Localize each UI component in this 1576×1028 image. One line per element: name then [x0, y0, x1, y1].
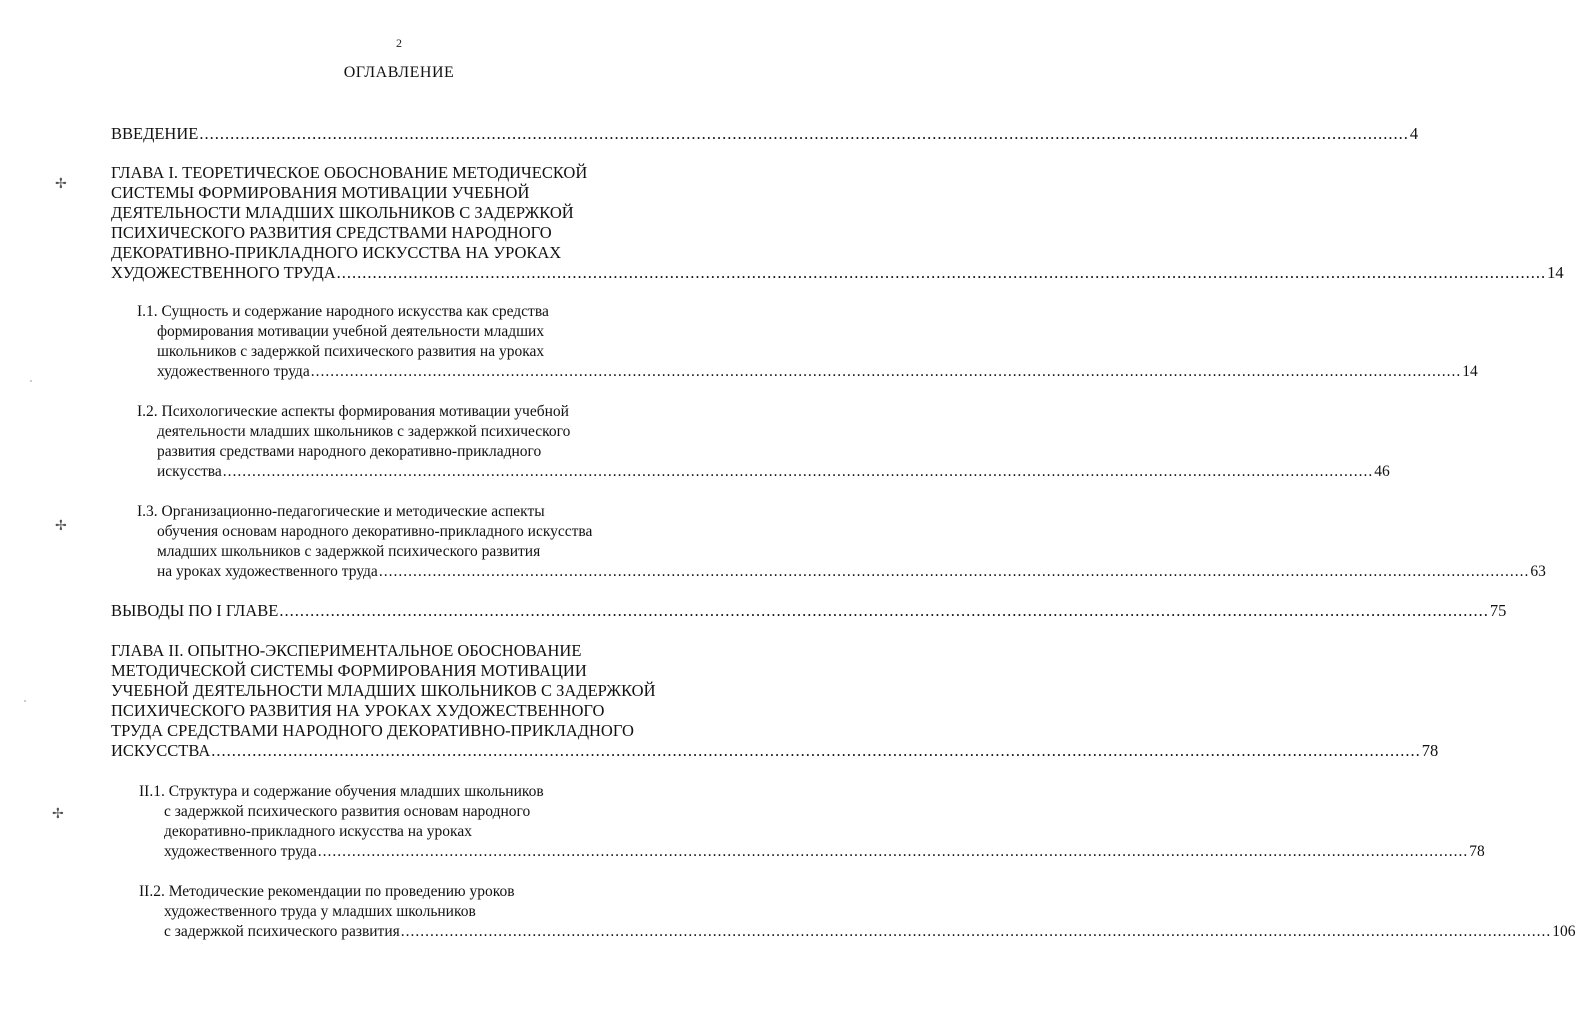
toc-leader: ............................................................................................................................................................................................................................................: [222, 463, 1374, 480]
toc-entry-line: школьников с задержкой психического развития на уроках: [157, 343, 545, 360]
toc-entry-section-1-3[interactable]: [137, 502, 1546, 582]
toc-leader: ............................................................................................................................................................................................................................................: [336, 263, 1547, 282]
toc-entry-line: I.1. Сущность и содержание народного искусства как средства: [137, 303, 549, 320]
toc-entry-label: ВВЕДЕНИЕ: [111, 124, 199, 143]
toc-entry-chapter-2[interactable]: [111, 641, 1439, 761]
toc-page-number: 14: [1547, 263, 1564, 282]
toc-page-number: 78: [1469, 843, 1485, 860]
toc-entry-line: младших школьников с задержкой психического развития: [157, 543, 541, 560]
toc-entry-line: II.1. Структура и содержание обучения младших школьников: [139, 783, 544, 800]
page-number: 2: [396, 36, 402, 50]
toc-page-number: 4: [1409, 124, 1419, 143]
toc-page-number: 63: [1530, 563, 1546, 580]
toc-entry-line: ПСИХИЧЕСКОГО РАЗВИТИЯ СРЕДСТВАМИ НАРОДНОГО: [111, 223, 552, 242]
toc-entry-line: ДЕКОРАТИВНО-ПРИКЛАДНОГО ИСКУССТВА НА УРОКАХ: [111, 243, 562, 262]
toc-leader: ............................................................................................................................................................................................................................................: [279, 601, 1489, 620]
scan-speck: [30, 380, 32, 382]
toc-leader: ............................................................................................................................................................................................................................................: [378, 563, 1530, 580]
toc-entry-line: обучения основам народного декоративно-прикладного искусства: [157, 523, 593, 540]
toc-entry-section-1-1[interactable]: [137, 302, 1478, 382]
toc-entry-line: ГЛАВА II. ОПЫТНО-ЭКСПЕРИМЕНТАЛЬНОЕ ОБОСНОВАНИЕ: [111, 641, 582, 660]
scan-mark-icon: ✢: [52, 807, 64, 822]
toc-leader: ............................................................................................................................................................................................................................................: [317, 843, 1469, 860]
toc-entry-label: художественного труда: [164, 843, 317, 860]
toc-entry-label: ИСКУССТВА: [111, 741, 211, 760]
toc-entry-label: с задержкой психического развития: [164, 923, 400, 940]
toc-entry-label: искусства: [157, 463, 222, 480]
toc-entry-section-1-2[interactable]: [137, 402, 1390, 482]
toc-entry-line: деятельности младших школьников с задержкой психического: [157, 423, 571, 440]
toc-entry-line: ДЕЯТЕЛЬНОСТИ МЛАДШИХ ШКОЛЬНИКОВ С ЗАДЕРЖКОЙ: [111, 203, 574, 222]
toc-entry-chapter-1[interactable]: [111, 163, 1564, 283]
toc-entry-line: МЕТОДИЧЕСКОЙ СИСТЕМЫ ФОРМИРОВАНИЯ МОТИВАЦИИ: [111, 661, 587, 680]
toc-entry-line: с задержкой психического развития основам народного: [164, 803, 531, 820]
toc-entry-introduction[interactable]: [111, 124, 1419, 144]
toc-page-number: 14: [1462, 363, 1478, 380]
toc-page-number: 75: [1489, 601, 1507, 620]
toc-entry-label: ХУДОЖЕСТВЕННОГО ТРУДА: [111, 263, 336, 282]
toc-leader: ............................................................................................................................................................................................................................................: [310, 363, 1462, 380]
toc-entry-line: II.2. Методические рекомендации по проведению уроков: [139, 883, 515, 900]
toc-entry-line: СИСТЕМЫ ФОРМИРОВАНИЯ МОТИВАЦИИ УЧЕБНОЙ: [111, 183, 530, 202]
scan-speck: [24, 700, 26, 702]
toc-entry-label: на уроках художественного труда: [157, 563, 378, 580]
toc-entry-line: ТРУДА СРЕДСТВАМИ НАРОДНОГО ДЕКОРАТИВНО-ПРИКЛАДНОГО: [111, 721, 634, 740]
toc-entry-label: художественного труда: [157, 363, 310, 380]
scan-mark-icon: ✢: [55, 177, 67, 192]
toc-entry-section-2-2[interactable]: [139, 882, 1576, 942]
toc-page-number: 78: [1421, 741, 1439, 760]
toc-page-number: 46: [1374, 463, 1390, 480]
scan-mark-icon: ✢: [55, 519, 67, 534]
toc-title: ОГЛАВЛЕНИЕ: [343, 64, 455, 81]
toc-leader: ............................................................................................................................................................................................................................................: [199, 124, 1409, 143]
toc-entry-label: ВЫВОДЫ ПО I ГЛАВЕ: [111, 601, 279, 620]
toc-entry-line: развития средствами народного декоративно-прикладного: [157, 443, 542, 460]
toc-page-number: 106: [1552, 923, 1576, 940]
toc-leader: ............................................................................................................................................................................................................................................: [211, 741, 1421, 760]
toc-entry-line: ГЛАВА I. ТЕОРЕТИЧЕСКОЕ ОБОСНОВАНИЕ МЕТОДИЧЕСКОЙ: [111, 163, 588, 182]
toc-entry-line: ПСИХИЧЕСКОГО РАЗВИТИЯ НА УРОКАХ ХУДОЖЕСТВЕННОГО: [111, 701, 605, 720]
toc-entry-line: декоративно-прикладного искусства на уроках: [164, 823, 472, 840]
toc-entry-section-2-1[interactable]: [139, 782, 1485, 862]
toc-entry-line: формирования мотивации учебной деятельности младших: [157, 323, 545, 340]
toc-entry-line: I.3. Организационно-педагогические и методические аспекты: [137, 503, 545, 520]
toc-entry-line: УЧЕБНОЙ ДЕЯТЕЛЬНОСТИ МЛАДШИХ ШКОЛЬНИКОВ С ЗАДЕРЖКОЙ: [111, 681, 656, 700]
toc-entry-line: I.2. Психологические аспекты формирования мотивации учебной: [137, 403, 569, 420]
toc-entry-line: художественного труда у младших школьников: [164, 903, 476, 920]
toc-leader: ............................................................................................................................................................................................................................................: [400, 923, 1552, 940]
toc-entry-chapter-1-conclusions[interactable]: [111, 601, 1507, 621]
